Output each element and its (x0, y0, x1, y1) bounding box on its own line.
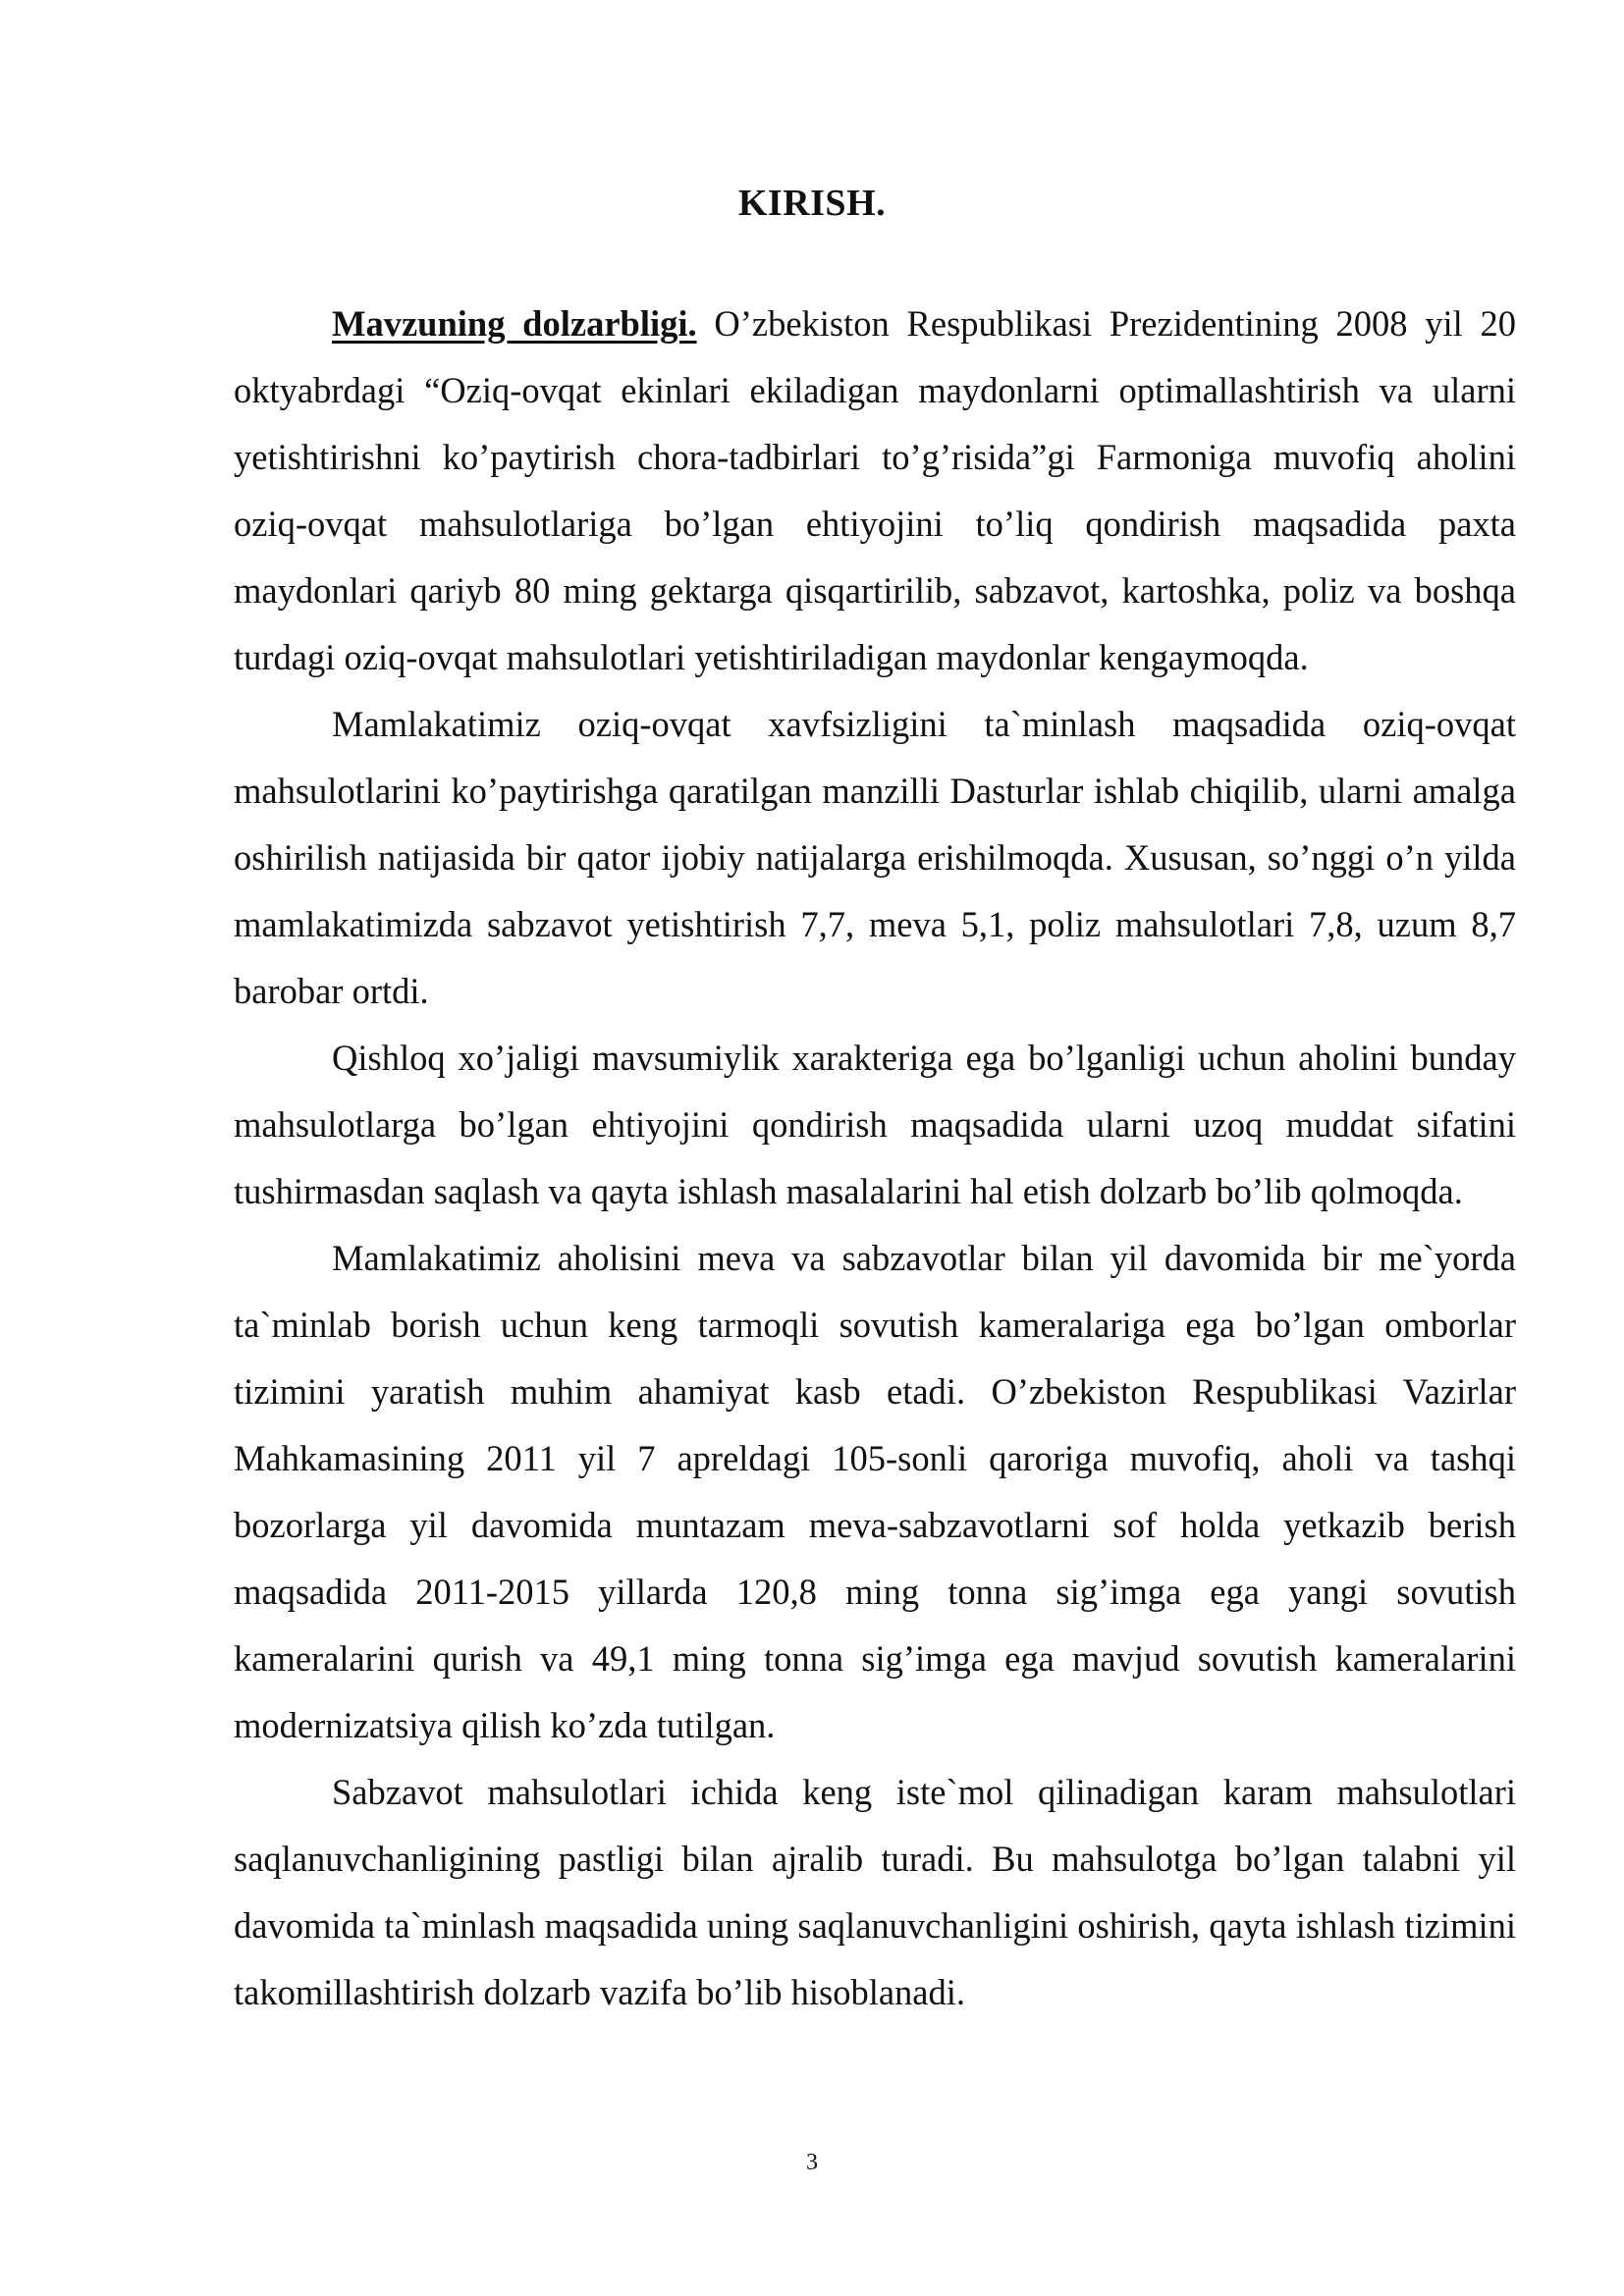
paragraph-seasonality (234, 1025, 1516, 1225)
paragraph-food-security (234, 691, 1516, 1025)
paragraph-relevance (234, 291, 1516, 691)
paragraph-text: Sabzavot mahsulotlari ichida keng iste`mol qilinadigan karam mahsulotlari saqlanuvchanligining pastligi bilan ajralib turadi. Bu mahsulotga bo’lgan talabni yil davomida ta`minlash maqsadida uning saqlanuvchanligini oshirish, qayta ishlash tizimini takomillashtirish dolzarb vazifa bo’lib hisoblanadi. (234, 1772, 1516, 2012)
paragraph-text: Qishloq xo’jaligi mavsumiylik xarakteriga ega bo’lganligi uchun aholini bunday mahsulotlarga bo’lgan ehtiyojini qondirish maqsadida ularni uzoq muddat sifatini tushirmasdan saqlash va qayta ishlash masalalarini hal etish dolzarb bo’lib qolmoqda. (234, 1038, 1516, 1211)
paragraph-text: Mamlakatimiz aholisini meva va sabzavotlar bilan yil davomida bir me`yorda ta`minlab borish uchun keng tarmoqli sovutish kameralariga ega bo’lgan omborlar tizimini yaratish muhim ahamiyat kasb etadi. O’zbekiston Respublikasi Vazirlar Mahkamasining 2011 yil 7 apreldagi 105-sonli qaroriga muvofiq, aholi va tashqi bozorlarga yil davomida muntazam meva-sabzavotlarni sof holda yetkazib berish maqsadida 2011-2015 yillarda 120,8 ming tonna sig’imga ega yangi sovutish kameralarini qurish va 49,1 ming tonna sig’imga ega mavjud sovutish kameralarini modernizatsiya qilish ko’zda tutilgan. (234, 1238, 1516, 1745)
page-title: KIRISH. (737, 183, 887, 225)
paragraph-text: O’zbekiston Respublikasi Prezidentining 2008 yil 20 oktyabrdagi “Oziq-ovqat ekinlari ekiladigan maydonlarni optimallashtirish va ularni yetishtirishni ko’paytirish chora-tadbirlari to’g’risida”gi Farmoniga muvofiq aholini oziq-ovqat mahsulotlariga bo’lgan ehtiyojini to’liq qondirish maqsadida paxta maydonlari qariyb 80 ming gektarga qisqartirilib, sabzavot, kartoshka, poliz va boshqa turdagi oziq-ovqat mahsulotlari yetishtiriladigan maydonlar kengaymoqda. (234, 303, 1516, 677)
paragraph-cabbage (234, 1759, 1516, 2026)
section-lead-heading: Mavzuning dolzarbligi. (332, 303, 697, 344)
page-number: 3 (806, 2150, 818, 2175)
paragraph-cold-storage (234, 1225, 1516, 1759)
document-body (234, 291, 1516, 2026)
paragraph-text: Mamlakatimiz oziq-ovqat xavfsizligini ta`minlash maqsadida oziq-ovqat mahsulotlarini ko’paytirishga qaratilgan manzilli Dasturlar ishlab chiqilib, ularni amalga oshirilish natijasida bir qator ijobiy natijalarga erishilmoqda. Xususan, so’nggi o’n yilda mamlakatimizda sabzavot yetishtirish 7,7, meva 5,1, poliz mahsulotlari 7,8, uzum 8,7 barobar ortdi. (234, 704, 1516, 1011)
